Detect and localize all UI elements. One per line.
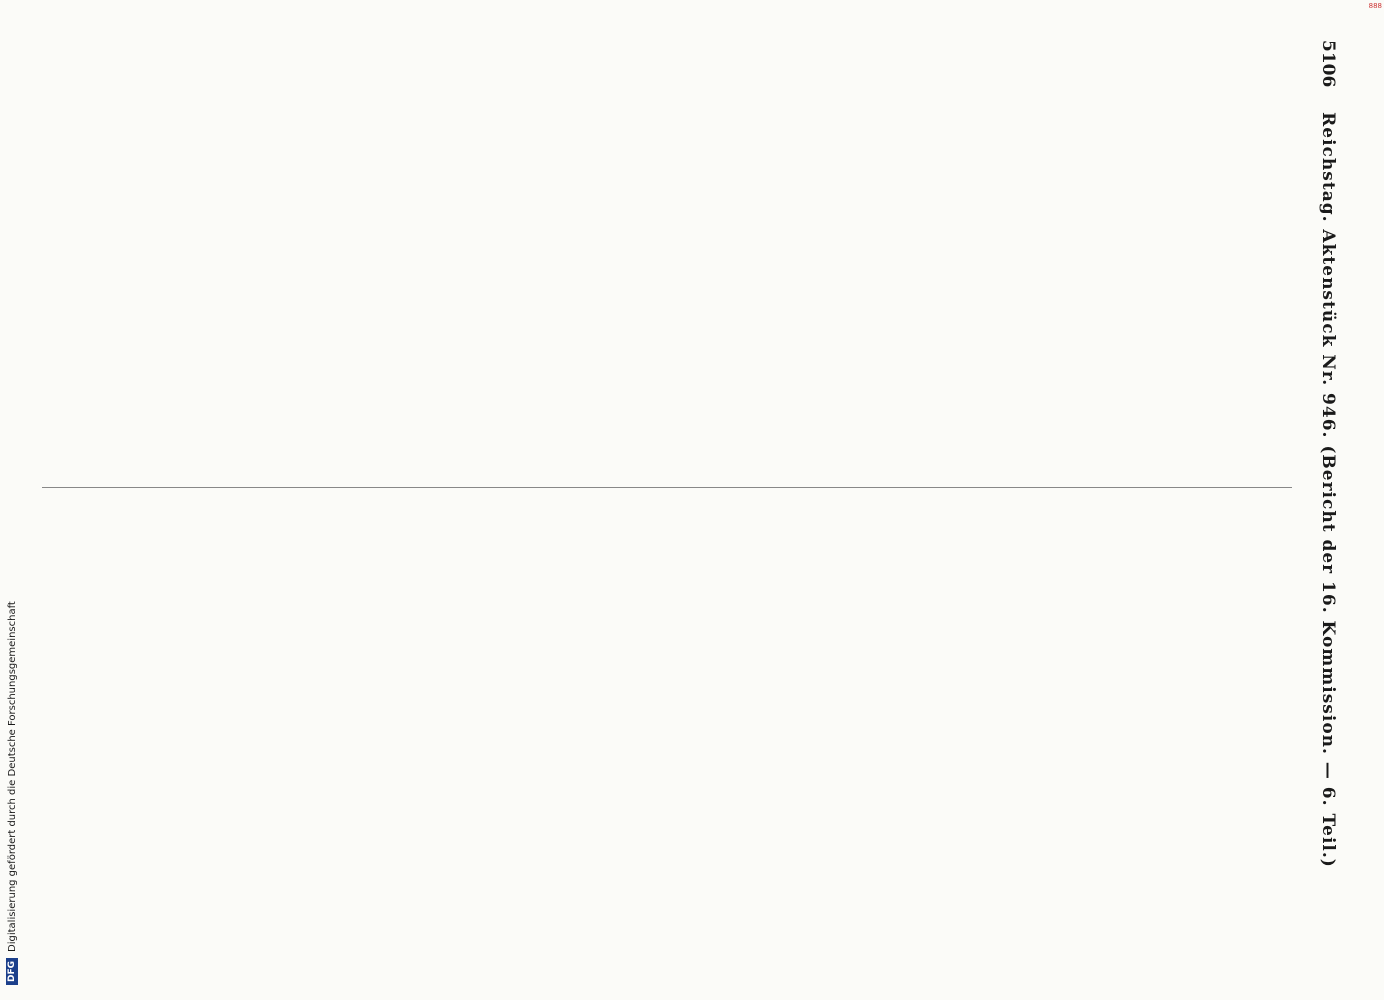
text-column-right	[42, 512, 1292, 932]
page-header	[1308, 40, 1344, 940]
running-title: Reichstag. Aktenstück Nr. 946. (Bericht der 16. Kommission. — 6. Teil.)	[1318, 112, 1338, 868]
digitization-credit	[2, 0, 22, 1000]
column-divider	[42, 487, 1292, 488]
credit-text: Digitalisierung gefördert durch die Deutsche Forschungsgemeinschaft	[6, 601, 18, 952]
page-number: 5106	[1318, 40, 1338, 88]
text-column-left	[42, 40, 1292, 460]
dfg-logo: DFG	[6, 958, 18, 985]
scan-mark: 888	[1368, 2, 1382, 10]
